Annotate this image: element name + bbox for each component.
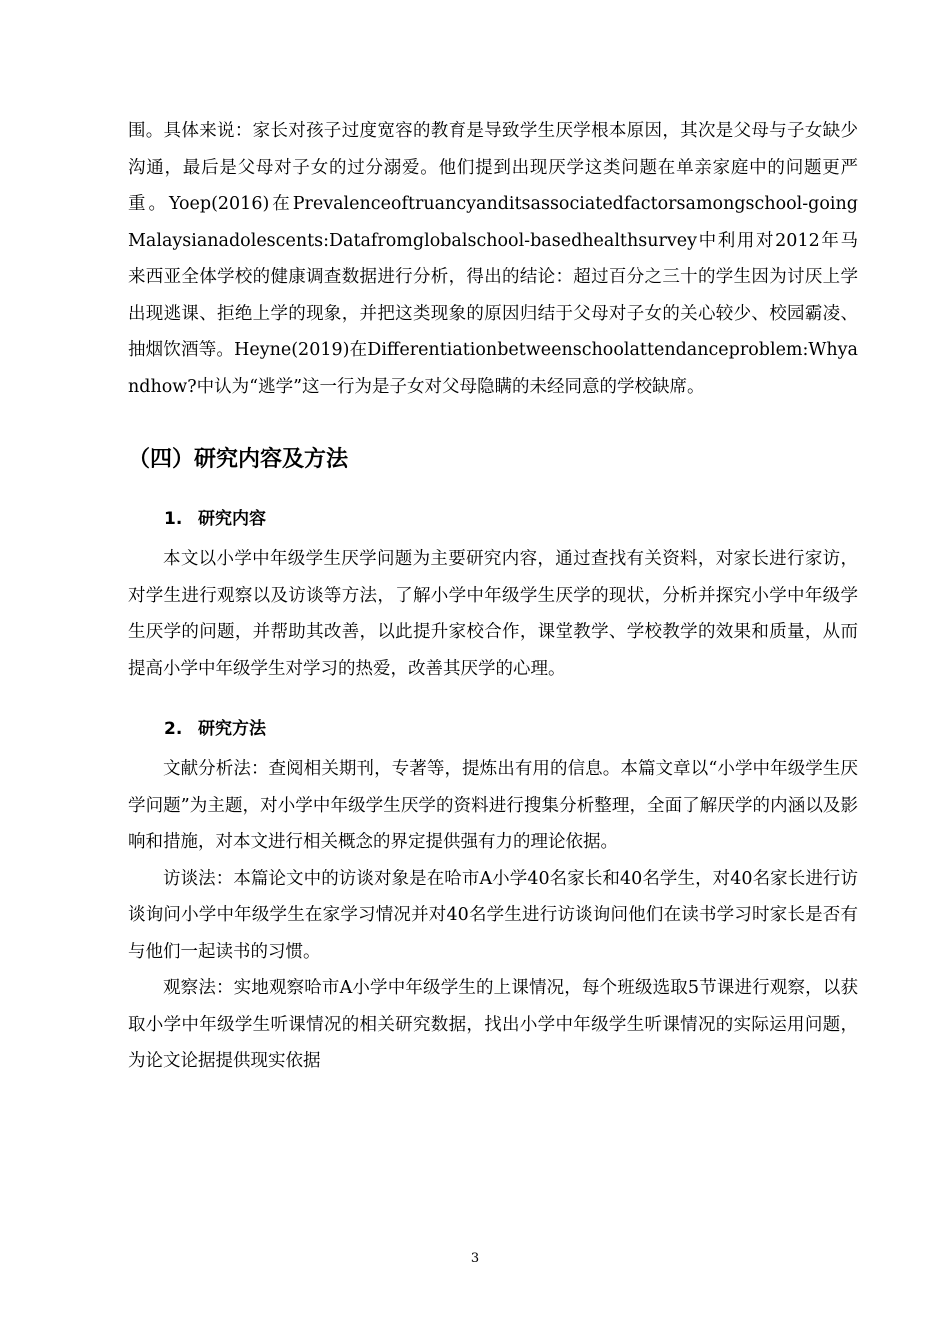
subsection-2-title: 研究方法: [198, 719, 266, 739]
research-content-paragraph: 本文以小学中年级学生厌学问题为主要研究内容，通过查找有关资料，对家长进行家访，对学生进行观察以及访谈等方法，了解小学中年级学生厌学的现状，分析并探究小学中年级学生厌学的问题，并帮助其改善，以此提升家校合作，课堂教学、学校教学的效果和质量，从而提高小学中年级学生对学习的热爱，改善其厌学的心理。: [128, 549, 858, 679]
subsection-1-title: 研究内容: [198, 509, 266, 529]
page-number: 3: [470, 1251, 480, 1266]
interview-method-paragraph: 访谈法：本篇论文中的访谈对象是在哈市A小学40名家长和40名学生，对40名家长进行访谈询问小学中年级学生在家学习情况并对40名学生进行访谈询问他们在读书学习时家长是否有与他们一起读书的习惯。: [128, 868, 858, 962]
subsection-1-number: 1.: [164, 509, 183, 529]
section-heading: （四）研究内容及方法: [128, 447, 349, 472]
subsection-1-heading: [164, 505, 858, 533]
subsection-2-number: 2.: [164, 719, 183, 739]
subsection-2-heading: [164, 715, 858, 743]
intro-paragraph: 围。具体来说：家长对孩子过度宽容的教育是导致学生厌学根本原因，其次是父母与子女缺少沟通，最后是父母对子女的过分溺爱。他们提到出现厌学这类问题在单亲家庭中的问题更严重。Yoep(2016)在Prevalenceoftruancyanditsassociatedfactorsamongschool-goingMalaysianadolescents:Datafromglobalschool-basedhealthsurvey中利用对2012年马来西亚全体学校的健康调查数据进行分析，得出的结论：超过百分之三十的学生因为讨厌上学出现逃课、拒绝上学的现象，并把这类现象的原因归结于父母对子女的关心较少、校园霸凌、抽烟饮酒等。Heyne(2019)在Differentiationbetweenschoolattendanceproblem:Whyandhow?中认为“逃学”这一行为是子女对父母隐瞒的未经同意的学校缺席。: [128, 121, 858, 397]
observation-method-paragraph: 观察法：实地观察哈市A小学中年级学生的上课情况，每个班级选取5节课进行观察，以获取小学中年级学生听课情况的相关研究数据，找出小学中年级学生听课情况的实际运用问题，为论文论据提供现实依据: [128, 978, 858, 1071]
literature-method-paragraph: 文献分析法：查阅相关期刊，专著等，提炼出有用的信息。本篇文章以“小学中年级学生厌学问题”为主题，对小学中年级学生厌学的资料进行搜集分析整理，全面了解厌学的内涵以及影响和措施，对本文进行相关概念的界定提供强有力的理论依据。: [128, 759, 858, 852]
document-page: [128, 113, 858, 1080]
